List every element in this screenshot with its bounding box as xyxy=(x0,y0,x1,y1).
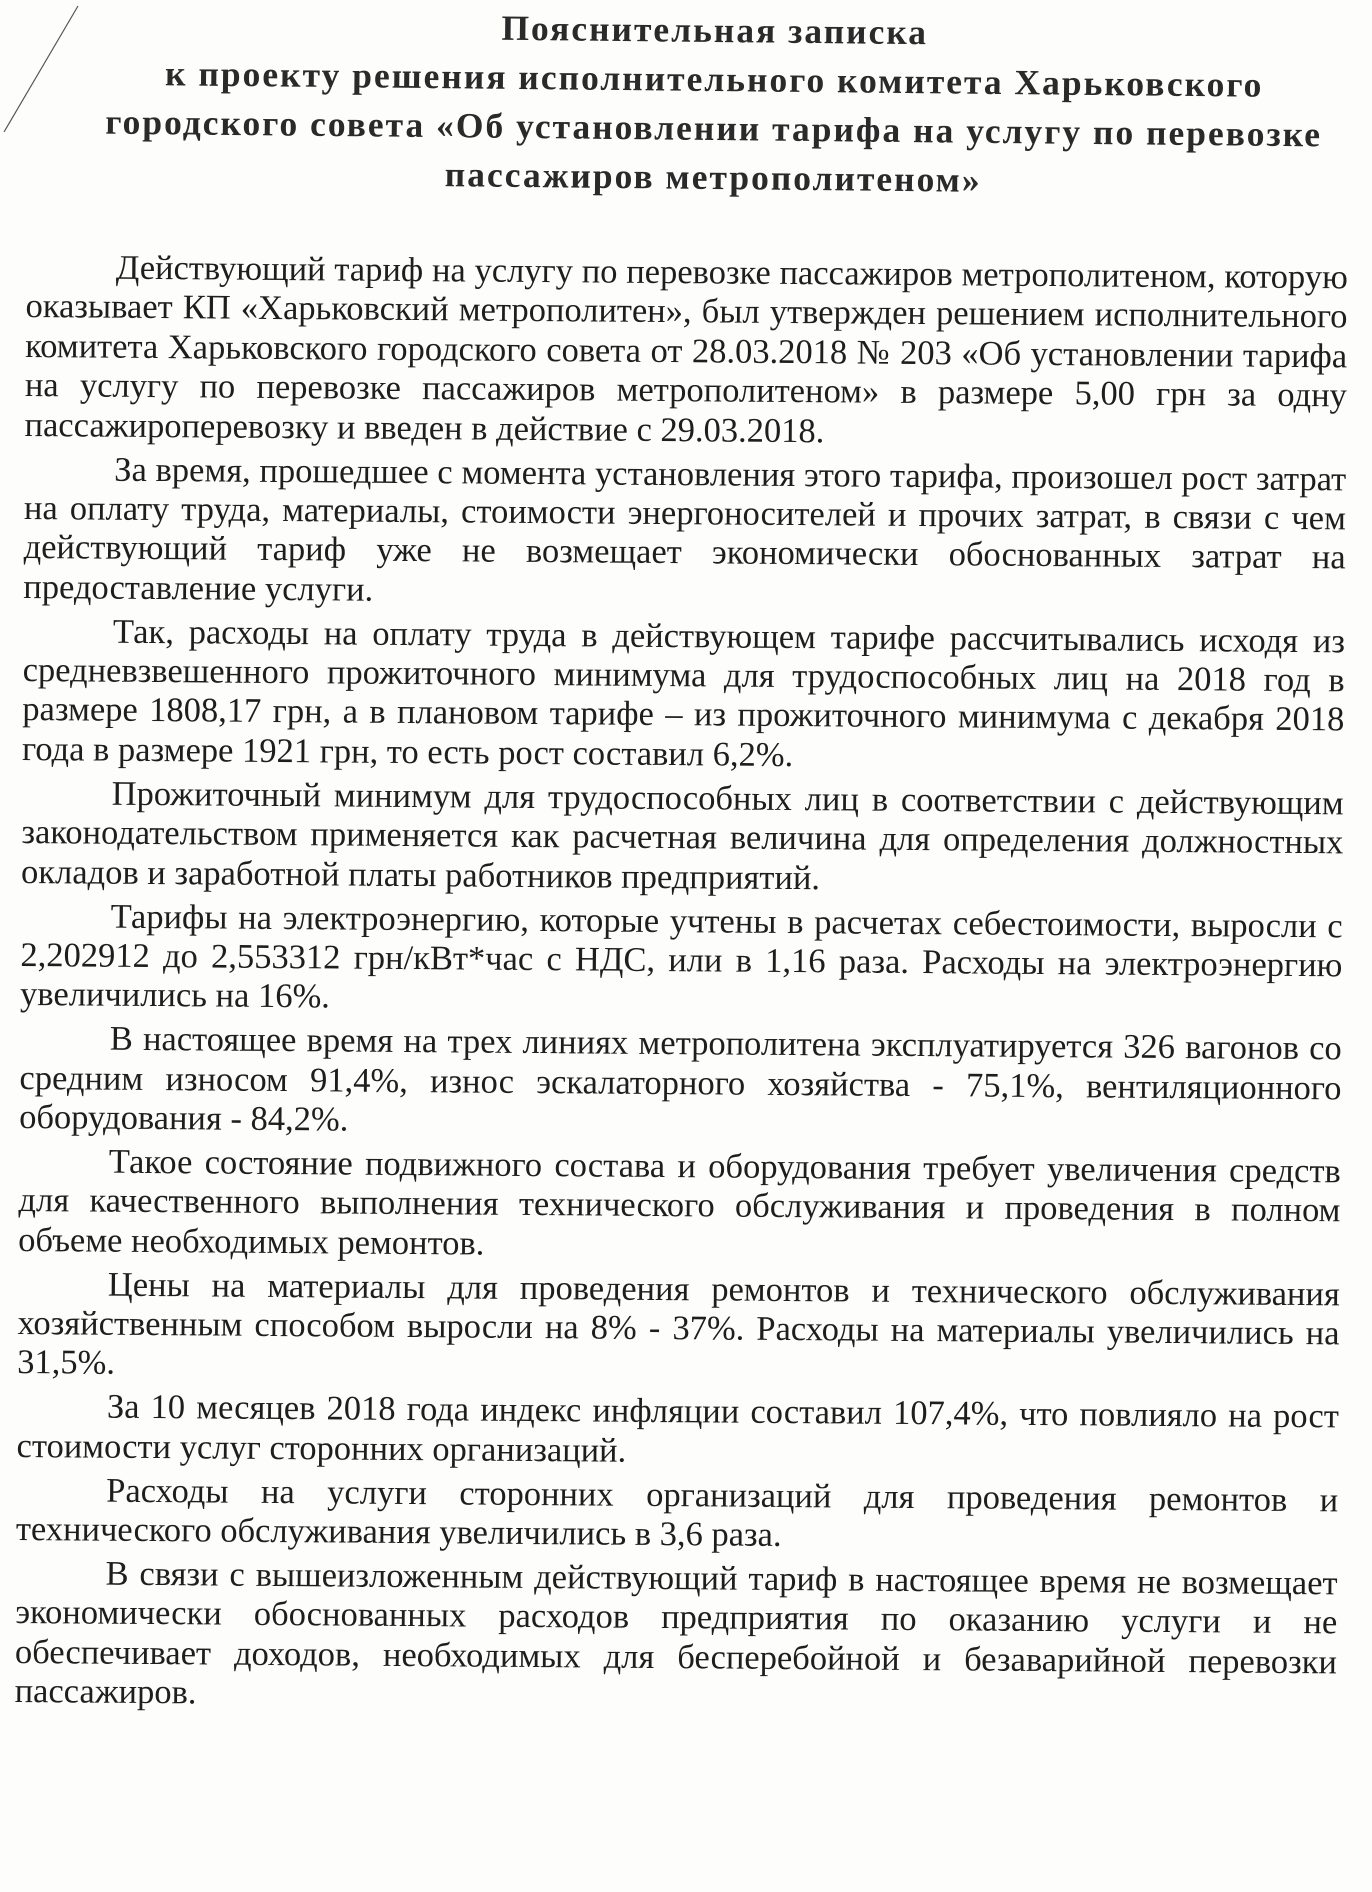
heading-line: городского совета «Об установлении тарифа на услугу по перевозке xyxy=(105,101,1323,155)
paragraph: За время, прошедшее с момента установления этого тарифа, произошел рост затрат на оплату труда, материалы, стоимости энергоносителей и прочих затрат, в связи с чем действующий тариф уже не возмещает экономически обоснованных затрат на предоставление услуги. xyxy=(23,450,1347,609)
heading-line: Пояснительная записка xyxy=(501,7,929,53)
paragraph: В связи с вышеизложенным действующий тариф в настоящее время не возмещает экономически обоснованных расходов предприятия по оказанию услуги и не обеспечивает доходов, необходимых для бесперебойной и безаварийной перевозки пассажиров. xyxy=(14,1554,1338,1712)
heading-line: пассажиров метрополитеном» xyxy=(444,154,982,200)
paragraph: Расходы на услуги сторонних организаций для проведения ремонтов и технического обслуживания увеличились в 3,6 раза. xyxy=(15,1471,1339,1555)
document-body xyxy=(14,248,1347,1726)
document-heading xyxy=(98,0,1330,208)
paragraph: Действующий тариф на услугу по перевозке пассажиров метрополитеном, которую оказывает КП «Харьковский метрополитен», был утвержден решением исполнительного комитета Харьковского городского совета от 28.03.2018 № 203 «Об установлении тарифа на услугу по перевозке пассажиров метрополитеном» в размере 5,00 грн за одну пассажироперевозку и введен в действие с 29.03.2018. xyxy=(24,248,1348,450)
paragraph: Цены на материалы для проведения ремонтов и технического обслуживания хозяйственным способом выросли на 8% - 37%. Расходы на материалы увеличились на 31,5%. xyxy=(17,1265,1340,1383)
paragraph: Так, расходы на оплату труда в действующем тарифе рассчитывались исходя из средневзвешенного прожиточного минимума для трудоспособных лиц на 2018 год в размере 1808,17 грн, а в плановом тарифе – из прожиточного минимума с декабря 2018 года в размере 1921 грн, то есть рост составил 6,2%. xyxy=(21,612,1346,774)
paragraph: Такое состояние подвижного состава и оборудования требует увеличения средств для качественного выполнения технического обслуживания и проведения в полном объеме необходимых ремонтов. xyxy=(18,1142,1341,1263)
paragraph: За 10 месяцев 2018 года индекс инфляции составил 107,4%, что повлияло на рост стоимости услуг сторонних организаций. xyxy=(16,1388,1340,1470)
paragraph: Тарифы на электроэнергию, которые учтены в расчетах себестоимости, выросли с 2,202912 до 2,553312 грн/кВт*час с НДС, или в 1,16 раза. Расходы на электроэнергию увеличились на 16%. xyxy=(19,897,1343,1016)
heading-line: к проекту решения исполнительного комитета Харьковского xyxy=(164,53,1264,105)
paragraph: Прожиточный минимум для трудоспособных лиц в соответствии с действующим законодательством применяется как расчетная величина для определения должностных окладов и заработной платы работников предприятий. xyxy=(20,774,1344,897)
paragraph: В настоящее время на трех линиях метрополитена эксплуатируется 326 вагонов со средним износом 91,4%, износ эскалаторного хозяйства - 75,1%, вентиляционного оборудования - 84,2%. xyxy=(19,1019,1342,1139)
